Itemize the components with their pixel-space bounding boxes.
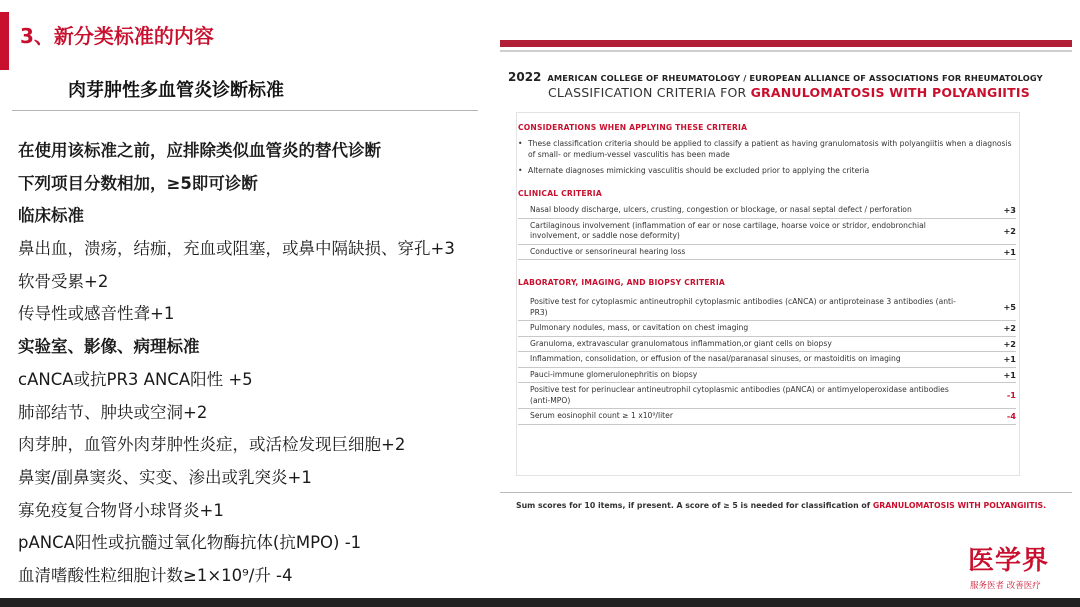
criteria-score: +2 (1003, 338, 1016, 349)
title-accent-bar (0, 12, 9, 70)
content-line: pANCA阳性或抗髓过氧化物酶抗体(抗MPO) -1 (18, 533, 362, 553)
criteria-score: -1 (1006, 390, 1016, 401)
panel-footer-highlight: GRANULOMATOSIS WITH POLYANGIITIS. (872, 501, 1047, 510)
panel-subheader-highlight: GRANULOMATOSIS WITH POLYANGIITIS (750, 85, 1030, 100)
logo-tagline: 服务医者 改善医疗 (970, 581, 1041, 591)
slide-title: 3、新分类标准的内容 (20, 24, 214, 48)
content-line: 临床标准 (18, 206, 84, 226)
panel-subheader (548, 85, 1030, 100)
criteria-text: Inflammation, consolidation, or effusion of the nasal/paranasal sinuses, or mastoiditis on imaging (530, 354, 901, 363)
criteria-score: +2 (1003, 225, 1016, 236)
lab-criteria-heading: LABORATORY, IMAGING, AND BIOPSY CRITERIA (518, 278, 725, 287)
criteria-text: Serum eosinophil count ≥ 1 x10⁹/liter (530, 411, 673, 420)
consideration-item: • Alternate diagnoses mimicking vasculitis should be excluded prior to applying the criteria (518, 165, 1016, 176)
panel-footer-prefix: Sum scores for 10 items, if present. A score of ≥ 5 is needed for classification of (516, 501, 871, 510)
content-line: 寡免疫复合物肾小球肾炎+1 (18, 500, 224, 520)
criteria-row (518, 219, 1016, 245)
criteria-score: -4 (1006, 411, 1016, 421)
content-line: 鼻窦/副鼻窦炎、实变、渗出或乳突炎+1 (18, 467, 312, 487)
considerations-heading: CONSIDERATIONS WHEN APPLYING THESE CRITERIA (518, 123, 748, 132)
criteria-row (518, 409, 1016, 425)
content-line: 血清嗜酸性粒细胞计数≥1×10⁹/升 -4 (18, 565, 293, 585)
yixuejie-logo (968, 540, 1068, 592)
consideration-item: • These classification criteria should be applied to classify a patient as having granulomatosis with polyangiitis when a diagnosis of small- or medium-vessel vasculitis has been made (518, 138, 1016, 160)
panel-footer (516, 501, 1046, 510)
criteria-text: Positive test for cytoplasmic antineutrophil cytoplasmic antibodies (cANCA) or antiproteinase 3 antibodies (anti-PR3) (530, 297, 956, 317)
clinical-criteria-list (518, 203, 1016, 260)
criteria-text: Conductive or sensorineural hearing loss (530, 246, 686, 256)
criteria-score: +1 (1003, 354, 1016, 364)
panel-organization: AMERICAN COLLEGE OF RHEUMATOLOGY / EUROPEAN ALLIANCE OF ASSOCIATIONS FOR RHEUMATOLOGY (547, 73, 1043, 83)
panel-footer-rule (500, 492, 1072, 493)
lab-criteria-list (518, 295, 1016, 425)
criteria-text: Granuloma, extravascular granulomatous inflammation,or giant cells on biopsy (530, 338, 832, 348)
criteria-text: Pauci-immune glomerulonephritis on biopsy (530, 369, 698, 379)
criteria-text: Positive test for perinuclear antineutrophil cytoplasmic antibodies (pANCA) or antimyeloperoxidase antibodies (anti-MPO) (530, 385, 949, 405)
criteria-row (518, 352, 1016, 368)
criteria-row (518, 368, 1016, 384)
content-line: 肉芽肿，血管外肉芽肿性炎症，或活检发现巨细胞+2 (18, 435, 406, 455)
criteria-score: +5 (1003, 302, 1016, 313)
content-line: 肺部结节、肿块或空洞+2 (18, 402, 208, 422)
content-line: 在使用该标准之前，应排除类似血管炎的替代诊断 (18, 141, 381, 160)
content-line: 下列项目分数相加，≥5即可诊断 (18, 173, 258, 193)
criteria-text: Cartilaginous involvement (inflammation of ear or nose cartilage, hoarse voice or stridor, endobronchial involvement, or saddle nose deformity) (530, 220, 926, 240)
clinical-criteria-heading: CLINICAL CRITERIA (518, 189, 602, 198)
criteria-row (518, 203, 1016, 219)
criteria-list-chinese (18, 135, 498, 593)
content-line: cANCA或抗PR3 ANCA阳性 +5 (18, 369, 253, 389)
acr-eular-criteria-panel (500, 40, 1072, 522)
considerations-list (518, 138, 1016, 176)
criteria-row (518, 321, 1016, 337)
subtitle-divider (12, 110, 478, 111)
criteria-row (518, 337, 1016, 353)
criteria-inner (518, 115, 1016, 425)
panel-top-bar (500, 40, 1072, 47)
criteria-score: +1 (1003, 246, 1016, 257)
panel-year: 2022 (508, 70, 542, 84)
slide-subtitle: 肉芽肿性多血管炎诊断标准 (68, 80, 284, 101)
content-line: 软骨受累+2 (18, 271, 109, 291)
bottom-bar (0, 598, 1080, 607)
criteria-score: +1 (1003, 369, 1016, 380)
criteria-score: +3 (1003, 205, 1016, 215)
criteria-text: Nasal bloody discharge, ulcers, crusting, congestion or blockage, or nasal septal defect / perforation (530, 205, 912, 214)
criteria-row (518, 383, 1016, 409)
criteria-row (518, 245, 1016, 261)
content-line: 鼻出血，溃疡，结痂，充血或阻塞，或鼻中隔缺损、穿孔+3 (18, 239, 455, 259)
panel-header (508, 66, 1043, 85)
panel-top-line (500, 50, 1072, 52)
panel-subheader-prefix: CLASSIFICATION CRITERIA FOR (548, 85, 747, 100)
content-line: 实验室、影像、病理标准 (18, 337, 200, 357)
logo-name: 医学界 (968, 546, 1050, 576)
criteria-text: Pulmonary nodules, mass, or cavitation on chest imaging (530, 323, 749, 332)
criteria-row (518, 295, 1016, 321)
criteria-score: +2 (1003, 323, 1016, 333)
content-line: 传导性或感音性聋+1 (18, 304, 175, 324)
